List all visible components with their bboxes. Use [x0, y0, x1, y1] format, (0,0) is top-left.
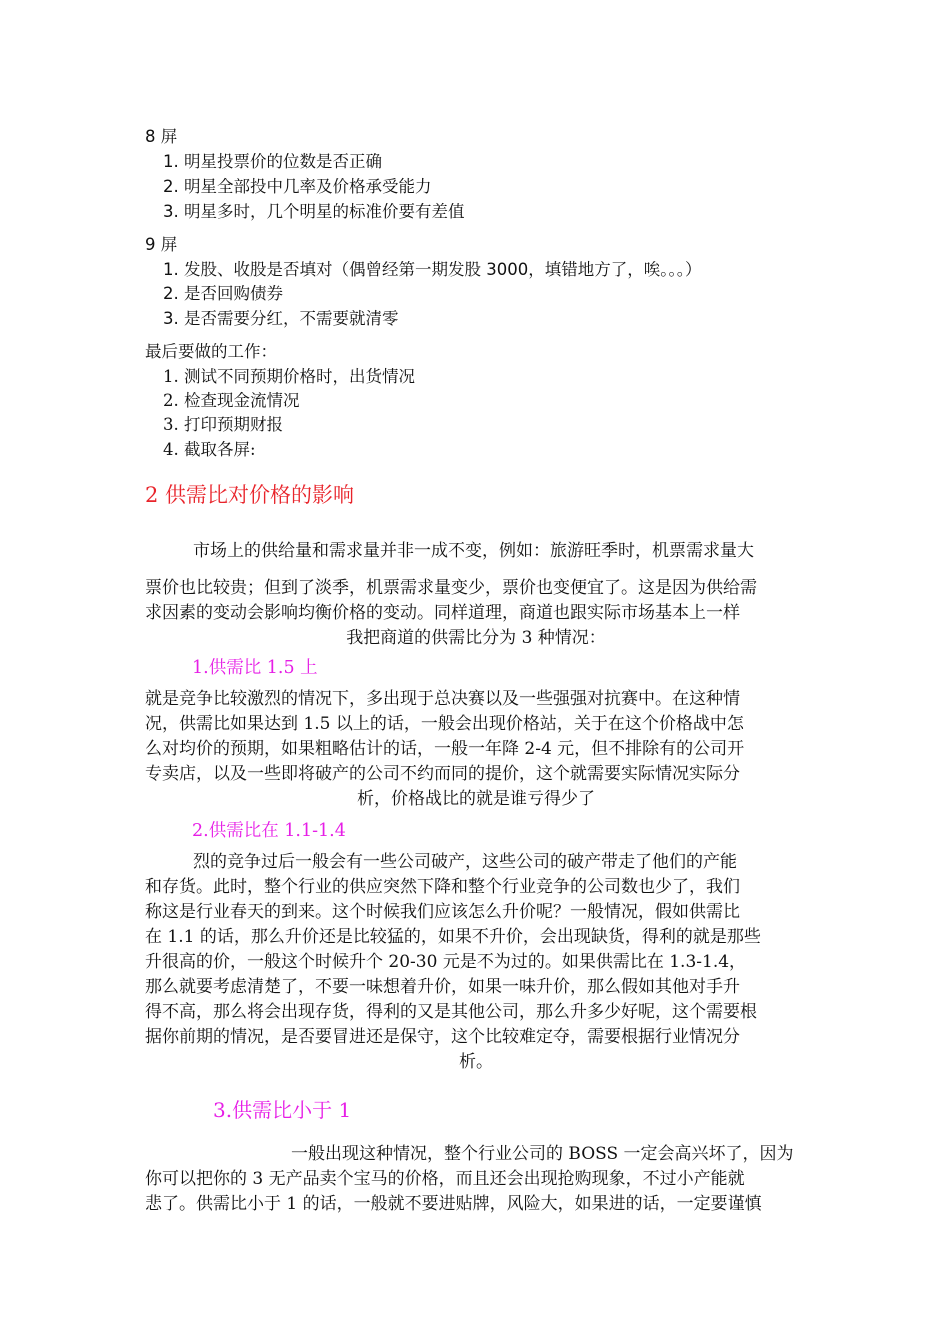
paragraph-line: 你可以把你的 3 无产品卖个宝马的价格，而且还会出现抢购现象，不过小产能就 — [145, 1169, 745, 1189]
paragraph-line: 析。 — [459, 1052, 493, 1072]
paragraph-line: 在 1.1 的话，那么升价还是比较猛的，如果不升价，会出现缺货，得利的就是那些 — [145, 927, 761, 947]
final-work-item: 2. 检查现金流情况 — [163, 391, 300, 410]
paragraph-line: 专卖店，以及一些即将破产的公司不约而同的提价，这个就需要实际情况实际分 — [145, 764, 740, 784]
screen8-title: 8 屏 — [145, 127, 178, 146]
case3-heading: 3.供需比小于 1 — [213, 1098, 352, 1122]
screen9-item: 1. 发股、收股是否填对（偶曾经第一期发股 3000，填错地方了，唉。。。） — [163, 260, 702, 279]
final-work-item: 1. 测试不同预期价格时，出货情况 — [163, 367, 415, 386]
paragraph-line: 称这是行业春天的到来。这个时候我们应该怎么升价呢？一般情况，假如供需比 — [145, 902, 740, 922]
paragraph-line: 况，供需比如果达到 1.5 以上的话，一般会出现价格站，关于在这个价格战中怎 — [145, 714, 744, 734]
paragraph-line: 得不高，那么将会出现存货，得利的又是其他公司，那么升多少好呢，这个需要根 — [145, 1002, 757, 1022]
paragraph-line: 就是竞争比较激烈的情况下，多出现于总决赛以及一些强强对抗赛中。在这种情 — [145, 689, 740, 709]
screen9-item: 3. 是否需要分红，不需要就清零 — [163, 309, 399, 328]
screen8-item: 1. 明星投票价的位数是否正确 — [163, 152, 382, 171]
screen8-item: 3. 明星多时，几个明星的标准价要有差值 — [163, 202, 465, 221]
paragraph-line: 和存货。此时，整个行业的供应突然下降和整个行业竞争的公司数也少了，我们 — [145, 877, 740, 897]
paragraph-line: 析，价格战比的就是谁亏得少了 — [357, 789, 595, 809]
screen8-item: 2. 明星全部投中几率及价格承受能力 — [163, 177, 432, 196]
paragraph-line: 据你前期的情况，是否要冒进还是保守，这个比较难定夺，需要根据行业情况分 — [145, 1027, 740, 1047]
paragraph-line: 升很高的价，一般这个时候升个 20-30 元是不为过的。如果供需比在 1.3-1.4， — [145, 952, 747, 972]
paragraph-line: 我把商道的供需比分为 3 种情况： — [346, 628, 606, 648]
final-work-item: 3. 打印预期财报 — [163, 415, 283, 434]
final-work-item: 4. 截取各屏: — [163, 440, 256, 459]
paragraph-line: 求因素的变动会影响均衡价格的变动。同样道理，商道也跟实际市场基本上一样 — [145, 603, 740, 623]
paragraph-line: 票价也比较贵；但到了淡季，机票需求量变少，票价也变便宜了。这是因为供给需 — [145, 578, 757, 598]
case2-heading: 2.供需比在 1.1-1.4 — [192, 821, 346, 841]
paragraph-line: 悲了。供需比小于 1 的话，一般就不要进贴牌，风险大，如果进的话，一定要谨慎 — [145, 1194, 762, 1214]
section-heading: 2 供需比对价格的影响 — [145, 483, 355, 507]
paragraph-line: 一般出现这种情况，整个行业公司的 BOSS 一定会高兴坏了，因为 — [291, 1144, 794, 1164]
screen9-title: 9 屏 — [145, 235, 178, 254]
paragraph-line: 烈的竞争过后一般会有一些公司破产，这些公司的破产带走了他们的产能 — [193, 852, 737, 872]
final-work-title: 最后要做的工作： — [145, 342, 277, 361]
paragraph-line: 那么就要考虑清楚了，不要一味想着升价，如果一味升价，那么假如其他对手升 — [145, 977, 740, 997]
paragraph-line: 市场上的供给量和需求量并非一成不变，例如：旅游旺季时，机票需求量大 — [193, 541, 754, 561]
screen9-item: 2. 是否回购债券 — [163, 284, 283, 303]
paragraph-line: 么对均价的预期，如果粗略估计的话，一般一年降 2-4 元，但不排除有的公司开 — [145, 739, 745, 759]
case1-heading: 1.供需比 1.5 上 — [192, 658, 318, 678]
